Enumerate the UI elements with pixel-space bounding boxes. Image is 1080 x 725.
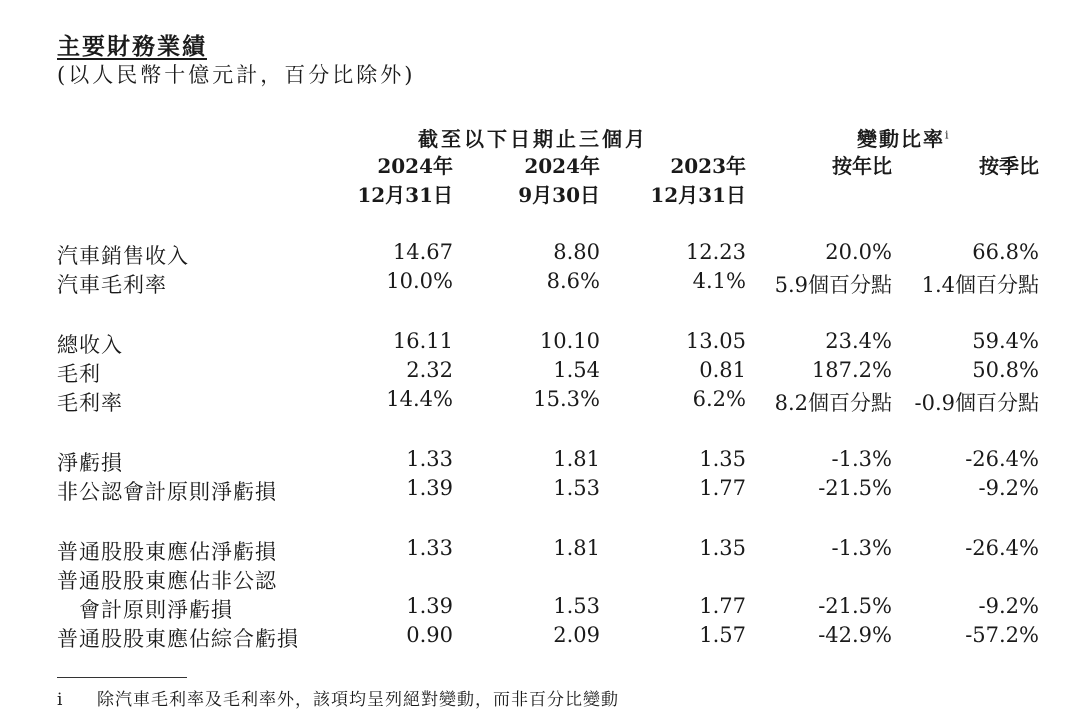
column-header-line1: 2024年 bbox=[377, 154, 453, 178]
change-group-header bbox=[857, 123, 949, 152]
cell-value: 50.8% bbox=[972, 358, 1039, 382]
cell-value: 1.33 bbox=[406, 536, 453, 560]
cell-value: 2.32 bbox=[406, 358, 453, 382]
table-row bbox=[57, 240, 1057, 269]
page-title: 主要財務業績 bbox=[57, 33, 207, 60]
row-label: 普通股股東應佔非公認 bbox=[57, 569, 277, 593]
cell-value: 1.4個百分點 bbox=[921, 273, 1039, 297]
cell-value: 1.39 bbox=[406, 594, 453, 618]
column-header-line2: 按季比 bbox=[979, 154, 1039, 178]
cell-value: 8.2個百分點 bbox=[774, 391, 892, 415]
cell-value: -1.3% bbox=[831, 447, 892, 471]
cell-value: 1.81 bbox=[553, 536, 600, 560]
cell-value: -9.2% bbox=[978, 476, 1039, 500]
row-label: 毛利率 bbox=[57, 391, 123, 415]
cell-value: 13.05 bbox=[685, 329, 746, 353]
cell-value: 10.0% bbox=[386, 269, 453, 293]
table-row bbox=[57, 387, 1057, 416]
footnote-marker: i bbox=[945, 128, 949, 142]
cell-value: 1.33 bbox=[406, 447, 453, 471]
cell-value: -57.2% bbox=[965, 623, 1039, 647]
row-label: 會計原則淨虧損 bbox=[79, 598, 233, 622]
column-header bbox=[596, 152, 746, 210]
cell-value: 8.6% bbox=[546, 269, 600, 293]
column-header-line1: 2023年 bbox=[670, 154, 746, 178]
column-header-line2: 按年比 bbox=[832, 154, 892, 178]
cell-value: 1.81 bbox=[553, 447, 600, 471]
table-row bbox=[57, 594, 1057, 623]
cell-value: -26.4% bbox=[965, 536, 1039, 560]
cell-value: 23.4% bbox=[825, 329, 892, 353]
cell-value: -26.4% bbox=[965, 447, 1039, 471]
footnote-mark: i bbox=[57, 690, 63, 710]
cell-value: 14.67 bbox=[392, 240, 453, 264]
cell-value: 20.0% bbox=[825, 240, 892, 264]
cell-value: 5.9個百分點 bbox=[774, 273, 892, 297]
cell-value: 15.3% bbox=[533, 387, 600, 411]
cell-value: 14.4% bbox=[386, 387, 453, 411]
cell-value: -1.3% bbox=[831, 536, 892, 560]
cell-value: 1.53 bbox=[553, 476, 600, 500]
cell-value: -21.5% bbox=[818, 594, 892, 618]
column-header bbox=[742, 152, 892, 181]
footnote bbox=[57, 685, 619, 710]
change-group-label: 變動比率 bbox=[857, 127, 945, 151]
page-subtitle: (以人民幣十億元計，百分比除外) bbox=[57, 63, 416, 87]
row-label: 普通股股東應佔淨虧損 bbox=[57, 540, 277, 564]
cell-value: 187.2% bbox=[811, 358, 892, 382]
table-row bbox=[57, 623, 1057, 652]
cell-value: 1.54 bbox=[553, 358, 600, 382]
cell-value: -42.9% bbox=[818, 623, 892, 647]
cell-value: 12.23 bbox=[685, 240, 746, 264]
cell-value: 1.35 bbox=[699, 536, 746, 560]
cell-value: 6.2% bbox=[692, 387, 746, 411]
table-row bbox=[57, 565, 1057, 594]
row-label: 淨虧損 bbox=[57, 451, 123, 475]
cell-value: 0.90 bbox=[406, 623, 453, 647]
column-header-line2: 12月31日 bbox=[357, 183, 453, 207]
cell-value: -21.5% bbox=[818, 476, 892, 500]
footnote-divider bbox=[57, 677, 187, 678]
column-header bbox=[303, 152, 453, 210]
table-row bbox=[57, 447, 1057, 476]
column-header bbox=[889, 152, 1039, 181]
period-group-header: 截至以下日期止三個月 bbox=[418, 127, 648, 151]
table-row bbox=[57, 536, 1057, 565]
column-header bbox=[450, 152, 600, 210]
cell-value: -0.9個百分點 bbox=[914, 391, 1039, 415]
row-label: 汽車毛利率 bbox=[57, 273, 167, 297]
cell-value: -9.2% bbox=[978, 594, 1039, 618]
cell-value: 10.10 bbox=[539, 329, 600, 353]
row-label: 汽車銷售收入 bbox=[57, 244, 189, 268]
row-label: 普通股股東應佔綜合虧損 bbox=[57, 627, 299, 651]
cell-value: 66.8% bbox=[972, 240, 1039, 264]
cell-value: 59.4% bbox=[972, 329, 1039, 353]
table-row bbox=[57, 329, 1057, 358]
column-header-line1: 2024年 bbox=[524, 154, 600, 178]
cell-value: 0.81 bbox=[699, 358, 746, 382]
row-label: 總收入 bbox=[57, 333, 123, 357]
column-header-line2: 12月31日 bbox=[650, 183, 746, 207]
cell-value: 2.09 bbox=[553, 623, 600, 647]
cell-value: 1.77 bbox=[699, 476, 746, 500]
table-row bbox=[57, 476, 1057, 505]
cell-value: 1.53 bbox=[553, 594, 600, 618]
table-row bbox=[57, 269, 1057, 298]
cell-value: 8.80 bbox=[553, 240, 600, 264]
cell-value: 1.57 bbox=[699, 623, 746, 647]
cell-value: 16.11 bbox=[392, 329, 453, 353]
cell-value: 4.1% bbox=[692, 269, 746, 293]
column-header-line2: 9月30日 bbox=[518, 183, 600, 207]
footnote-text: 除汽車毛利率及毛利率外，該項均呈列絕對變動，而非百分比變動 bbox=[97, 690, 619, 710]
row-label: 非公認會計原則淨虧損 bbox=[57, 480, 277, 504]
row-label: 毛利 bbox=[57, 362, 101, 386]
cell-value: 1.35 bbox=[699, 447, 746, 471]
cell-value: 1.77 bbox=[699, 594, 746, 618]
cell-value: 1.39 bbox=[406, 476, 453, 500]
table-row bbox=[57, 358, 1057, 387]
